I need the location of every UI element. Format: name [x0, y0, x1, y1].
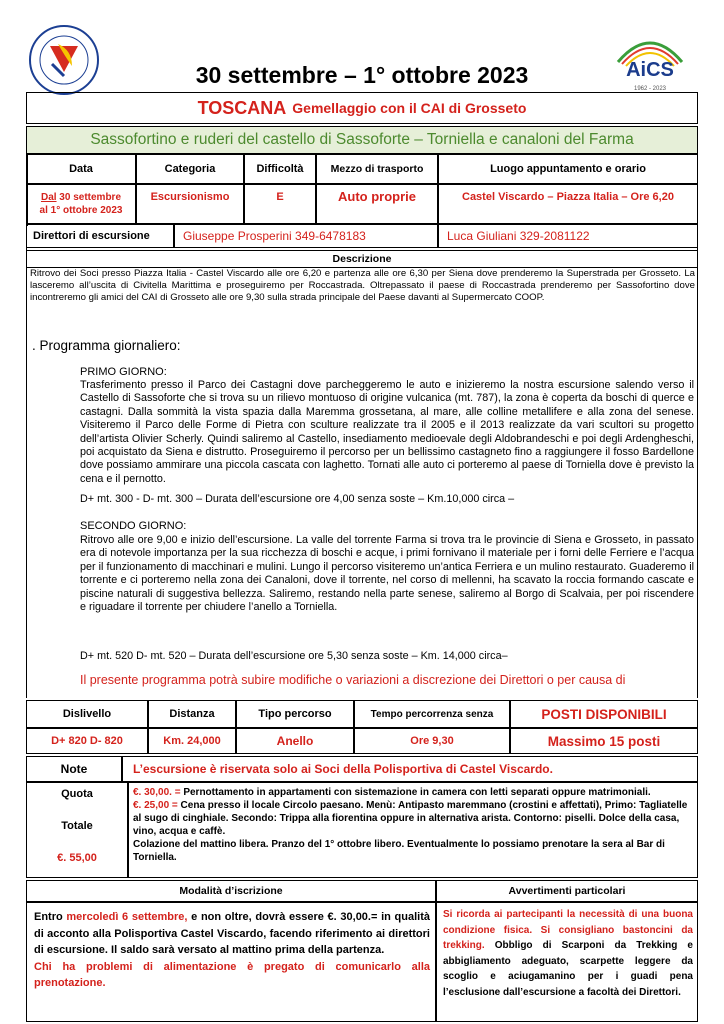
quota-line1-amount: €. 30,00. =: [133, 787, 181, 798]
value-data: [26, 184, 136, 224]
desc-border-left: [26, 248, 27, 698]
header-distanza: Distanza: [148, 700, 236, 728]
value-tempo: Ore 9,30: [354, 728, 510, 754]
quota-line2-text: Cena presso il locale Circolo paesano. Menù: Antipasto maremmano (crostini e affettati), Primo: Tagliatelle al sugo di cinghiale. Secondo: Trippa alla fiorentina oppure in alternativa arista. Contorno: piselli. Dolce della casa, vino, acqua e caffè.: [133, 800, 688, 837]
iscrizione-p1-red: mercoledì 6 settembre,: [66, 911, 188, 923]
note-label: Note: [26, 756, 122, 782]
director-2: Luca Giuliani 329-2081122: [438, 224, 698, 248]
value-distanza: Km. 24,000: [148, 728, 236, 754]
value-posti: Massimo 15 posti: [510, 728, 698, 754]
value-tipo: Anello: [236, 728, 354, 754]
iscrizione-p2: Chi ha problemi di alimentazione è pregato di comunicarlo alla prenotazione.: [34, 960, 430, 989]
desc-border-right: [697, 248, 698, 698]
value-luogo: Castel Viscardo – Piazza Italia – Ore 6,20: [438, 184, 698, 224]
avvertimenti-black: Obbligo di Scarponi da Trekking e abbigliamento adeguato, scarpette leggere da scoglio e aciugamanino per i guadi pena l’esclusione dall’escursione a facoltà dei Direttori.: [443, 940, 693, 998]
header-mezzo: Mezzo di trasporto: [316, 154, 438, 184]
header-tipo: Tipo percorso: [236, 700, 354, 728]
day1-text: Trasferimento presso il Parco dei Castagni dove parcheggeremo le auto e inizieremo la nostra escursione salendo verso il Castello di Sassoforte che si trova su un rilievo montuoso di origine vulcanica (mt. 787), la zona è coperta da boschi di querce e castagni. Dalla sommità la vista spazia dalla Maremma grossetana, al mare, alle colline metallifere e alla zona del senese. Visiteremo il Parco delle Forme di Pietra con sculture realizzate tra il 2005 e il 2013 realizzate da vari scultori su progetto dell’artista Olivier Scherly. Quindi saliremo al Castello, insediamento medioevale degli Aldobrandeschi e poi degli Ardengheschi, poi acquistato da Siena e distrutto. Proseguiremo il percorso per un bellissimo castagneto fino a raggiungere il fosso Bardellone dove possiamo ammirare una piccola cascata con laghetto. Tornati alle auto ci porteremo al paese di Torniella dove è previsto la cena e il pernotto.: [80, 379, 694, 485]
quota-line1-text: Pernottamento in appartamenti con sistemazione in camera con letti separati oppure matrimoniali.: [180, 787, 651, 798]
iscrizione-p1-a: Entro: [34, 911, 67, 923]
data-line2: al 1° ottobre 2023: [39, 205, 123, 216]
page-title: 30 settembre – 1° ottobre 2023: [195, 62, 529, 88]
value-categoria: Escursionismo: [136, 184, 244, 224]
value-mezzo: Auto proprie: [316, 184, 438, 224]
quota-details: [133, 786, 695, 864]
director-1: Giuseppe Prosperini 349-6478183: [174, 224, 438, 248]
descrizione-label: Descrizione: [26, 250, 698, 268]
avvertimenti-title: Avvertimenti particolari: [436, 880, 698, 902]
avvertimenti-body: [443, 907, 693, 1000]
directors-label: Direttori di escursione: [26, 224, 174, 248]
value-difficolta: E: [244, 184, 316, 224]
description-intro: Ritrovo dei Soci presso Piazza Italia - Castel Viscardo alle ore 6,20 e partenza alle ore 6,30 per Siena dove prenderemo la Superstrada per Grosseto. La lasceremo all’uscita di Civitella Marittima e proseguiremo per Roccastrada. Oltrepassato il paese di Roccastrada prenderemo per Sassofortino dove incontreremo gli amici del CAI di Grosseto alle ore 9,30 sulla strada principale del Paese davanti al Supermercato COOP.: [30, 268, 695, 303]
quota-line2-amount: €. 25,00 =: [133, 800, 178, 811]
header-posti: POSTI DISPONIBILI: [510, 700, 698, 728]
iscrizione-title: Modalità d’iscrizione: [26, 880, 436, 902]
header-luogo: Luogo appuntamento e orario: [438, 154, 698, 184]
day1-title: PRIMO GIORNO:: [80, 366, 167, 378]
quota-label: Quota: [61, 788, 93, 800]
iscrizione-p1: [34, 909, 430, 959]
warning-text: [80, 673, 696, 689]
svg-text:AiCS: AiCS: [626, 59, 674, 81]
day2-title: SECONDO GIORNO:: [80, 520, 187, 532]
route-title: Sassofortino e ruderi del castello di Sassoforte – Torniella e canaloni del Farma: [90, 131, 634, 148]
quota-line3: Colazione del mattino libera. Pranzo del 1° ottobre libero. Eventualmente lo possiamo prenotare la sera al Bar di Torniella.: [133, 839, 665, 863]
day1-stats: D+ mt. 300 - D- mt. 300 – Durata dell’escursione ore 4,00 senza soste – Km.10,000 circa –: [80, 493, 515, 505]
note-text: L’escursione è riservata solo ai Soci della Polisportiva di Castel Viscardo.: [122, 756, 698, 782]
warning-line: Il presente programma potrà subire modifiche o variazioni a discrezione dei Direttori o per causa di: [80, 673, 626, 687]
header-dislivello: Dislivello: [26, 700, 148, 728]
avvertimenti-red: Si ricorda ai partecipanti la necessità di una buona condizione fisica. Si consigliano bastoncini da trekking.: [443, 909, 693, 951]
header-categoria: Categoria: [136, 154, 244, 184]
region-sub: Gemellaggio con il CAI di Grosseto: [292, 100, 527, 116]
svg-text:1962 - 2023: 1962 - 2023: [633, 86, 667, 92]
route-box: [26, 126, 698, 154]
header-tempo: Tempo percorrenza senza: [354, 700, 510, 728]
data-rest: 30 settembre: [56, 192, 122, 203]
data-prefix: Dal: [40, 192, 57, 203]
day2-stats: D+ mt. 520 D- mt. 520 – Durata dell’escursione ore 5,30 senza soste – Km. 14,000 circa–: [80, 650, 508, 662]
totale-value: €. 55,00: [57, 852, 97, 864]
programma-title: . Programma giornaliero:: [32, 338, 181, 353]
region-box: [26, 92, 698, 124]
day2-text: Ritrovo alle ore 9,00 e inizio dell’escursione. La valle del torrente Farma si trova tra le provincie di Siena e Grosseto, in passato era di notevole importanza per la sua ricchezza di boschi e acque, i primi fornivano il materiale per i forni delle Ferriere e l’acqua per il funzionamento di macchinari e mulini. Lungo il percorso visiteremo un’antica Ferriera e un mulino restaurato. Guaderemo il torrente e ci porteremo nella zona dei Canaloni, dove il torrente, nel corso di mellenni, ha scavato la roccia formando cascate e piscine naturali di suggestiva bellezza. Saliremo, restando nella parte senese, saliremo al Borgo di Scalvaia, per poi riscendere e riguadare il torrente per chiudere l’anello a Torniella.: [80, 534, 694, 614]
value-dislivello: D+ 820 D- 820: [26, 728, 148, 754]
iscrizione-p1-b: e non oltre, dovrà essere €. 30,00.= in qualità di acconto alla Polisportiva Castel Viscardo, facendo riferimento ai direttori di escursione. Il saldo sarà versato al mattino prima della partenza.: [34, 911, 430, 956]
header-data: Data: [26, 154, 136, 184]
region-name: TOSCANA: [197, 97, 287, 118]
iscrizione-body: [34, 909, 430, 992]
header-difficolta: Difficoltà: [244, 154, 316, 184]
totale-label: Totale: [61, 820, 93, 832]
